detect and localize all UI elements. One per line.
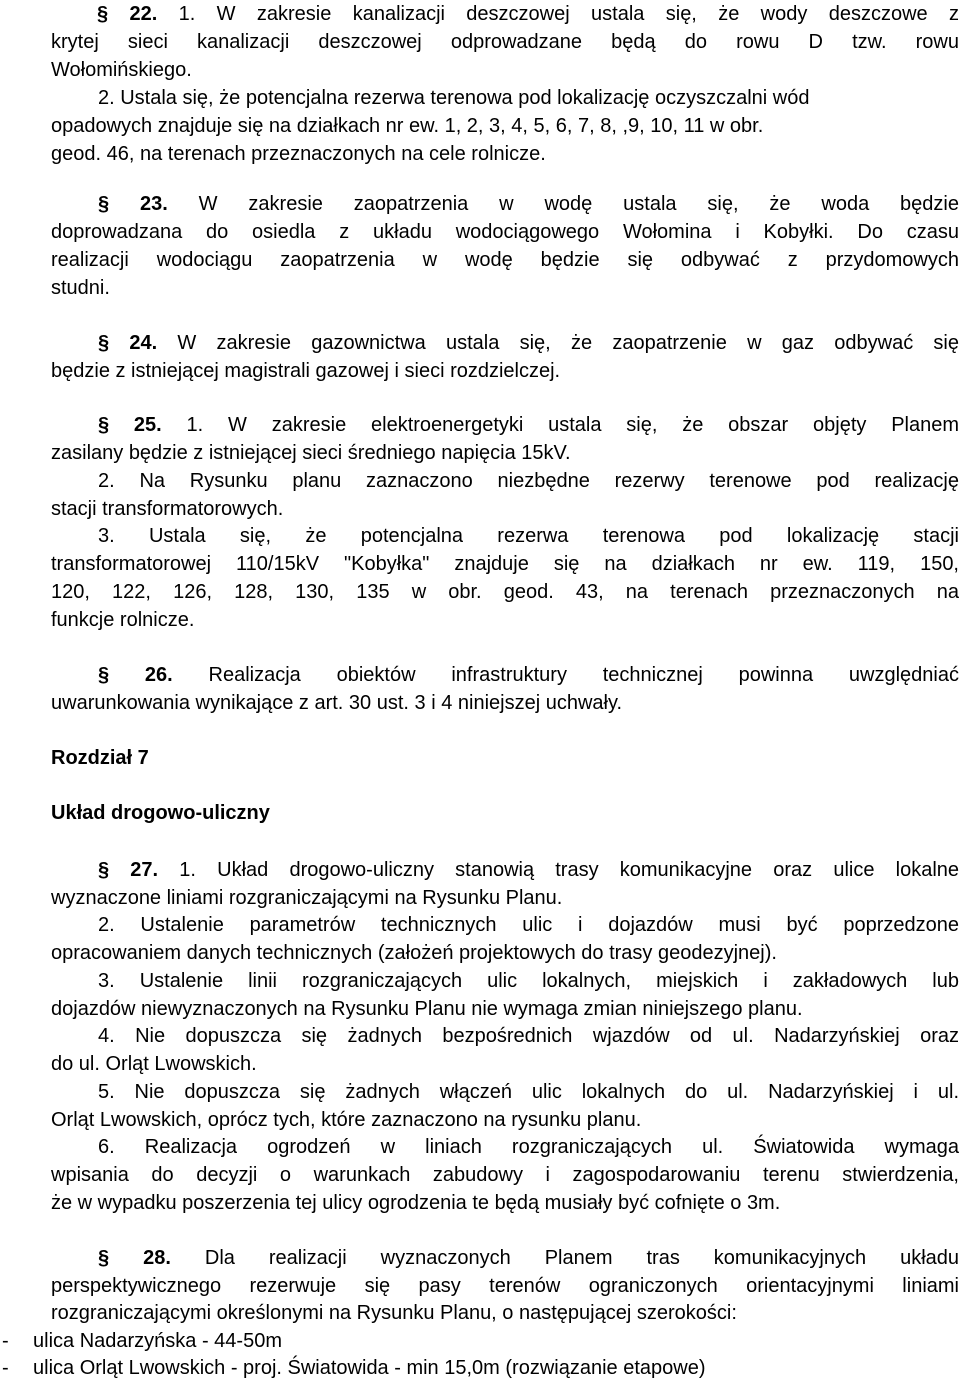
p22-section-number: § 22.: [97, 3, 158, 25]
p25-line-3: 2. Na Rysunku planu zaznaczono niezbędne rezerwy terenowe pod realizację: [98, 470, 959, 492]
p22-line-1-text: 1. W zakresie kanalizacji deszczowej ustala się, że wody deszczowe z: [157, 3, 959, 25]
p27-line-1: [98, 856, 959, 884]
p25-line-1-text: 1. W zakresie elektroenergetyki ustala się, że obszar objęty Planem: [161, 414, 960, 436]
p28-line-1-text: Dla realizacji wyznaczonych Planem tras komunikacyjnych układu: [170, 1247, 959, 1269]
p22-line-3: Wołomińskiego.: [51, 59, 192, 81]
p23-line-1: [98, 190, 959, 218]
list-item: ulica Orląt Lwowskich - proj. Światowida - min 15,0m (rozwiązanie etapowe): [33, 1357, 706, 1379]
p25-line-5: 3. Ustala się, że potencjalna rezerwa terenowa pod lokalizację stacji: [98, 525, 959, 547]
p27-line-5: 3. Ustalenie linii rozgraniczających ulic lokalnych, miejskich i zakładowych lub: [98, 970, 959, 992]
p25-line-8: funkcje rolnicze.: [51, 609, 195, 631]
p27-line-7: 4. Nie dopuszcza się żadnych bezpośrednich wjazdów od ul. Nadarzyńskiej oraz: [98, 1025, 959, 1047]
p27-line-4: opracowaniem danych technicznych (założeń projektowych do trasy geodezyjnej).: [51, 942, 777, 964]
p22-line-1: [51, 0, 959, 28]
p27-line-10: Orląt Lwowskich, oprócz tych, które zaznaczono na rysunku planu.: [51, 1109, 642, 1131]
p24-line-1: [98, 329, 959, 357]
p23-line-2: doprowadzana do osiedla z układu wodociągowego Wołomina i Kobyłki. Do czasu: [51, 221, 959, 243]
p23-line-3: realizacji wodociągu zaopatrzenia w wodę będzie się odbywać z przydomowych: [51, 249, 959, 271]
p27-line-6: dojazdów niewyznaczonych na Rysunku Planu nie wymaga zmian niniejszego planu.: [51, 998, 803, 1020]
p28-section-number: § 28.: [98, 1247, 171, 1269]
list-dash: -: [2, 1330, 9, 1352]
p27-line-12: wpisania do decyzji o warunkach zabudowy i zagospodarowaniu terenu stwierdzenia,: [51, 1164, 959, 1186]
p26-line-1-text: Realizacja obiektów infrastruktury technicznej powinna uwzględniać: [172, 664, 959, 686]
p25-line-2: zasilany będzie z istniejącej sieci średniego napięcia 15kV.: [51, 442, 571, 464]
p26-line-2: uwarunkowania wynikające z art. 30 ust. 3 i 4 niniejszej uchwały.: [51, 692, 623, 714]
p23-line-4: studni.: [51, 277, 110, 299]
chapter-title: Rozdział 7: [51, 747, 149, 769]
chapter-subtitle: Układ drogowo-uliczny: [51, 802, 270, 824]
p27-line-13: że w wypadku poszerzenia tej ulicy ogrodzenia te będą musiały być cofnięte o 3m.: [51, 1192, 781, 1214]
p27-line-2: wyznaczone liniami rozgraniczającymi na Rysunku Planu.: [51, 887, 563, 909]
p22-line-6: geod. 46, na terenach przeznaczonych na cele rolnicze.: [51, 143, 546, 165]
p23-line-1-text: W zakresie zaopatrzenia w wodę ustala się, że woda będzie: [167, 193, 959, 215]
p27-section-number: § 27.: [98, 859, 159, 881]
p28-line-3: rozgraniczającymi określonymi na Rysunku Planu, o następującej szerokości:: [51, 1302, 737, 1324]
p27-line-11: 6. Realizacja ogrodzeń w liniach rozgraniczających ul. Światowida wymaga: [98, 1136, 959, 1158]
p25-line-7: 120, 122, 126, 128, 130, 135 w obr. geod. 43, na terenach przeznaczonych na: [51, 581, 959, 603]
list-dash: -: [2, 1357, 9, 1379]
p26-section-number: § 26.: [98, 664, 173, 686]
p28-line-1: [98, 1244, 959, 1272]
p25-line-1: [98, 411, 959, 439]
p25-line-6: transformatorowej 110/15kV "Kobyłka" znajduje się na działkach nr ew. 119, 150,: [51, 553, 959, 575]
p22-line-5: opadowych znajduje się na działkach nr ew. 1, 2, 3, 4, 5, 6, 7, 8, ,9, 10, 11 w obr.: [51, 115, 764, 137]
p24-section-number: § 24.: [98, 332, 158, 354]
p23-section-number: § 23.: [98, 193, 168, 215]
p24-line-2: będzie z istniejącej magistrali gazowej i sieci rozdzielczej.: [51, 360, 561, 382]
p22-line-4: 2. Ustala się, że potencjalna rezerwa terenowa pod lokalizację oczyszczalni wód: [98, 87, 810, 109]
p27-line-1-text: 1. Układ drogowo-uliczny stanowią trasy komunikacyjne oraz ulice lokalne: [158, 859, 960, 881]
p24-line-1-text: W zakresie gazownictwa ustala się, że zaopatrzenie w gaz odbywać się: [157, 332, 959, 354]
p27-line-3: 2. Ustalenie parametrów technicznych ulic i dojazdów musi być poprzedzone: [98, 914, 959, 936]
p27-line-9: 5. Nie dopuszcza się żadnych włączeń ulic lokalnych do ul. Nadarzyńskiej i ul.: [98, 1081, 959, 1103]
p22-line-2: krytej sieci kanalizacji deszczowej odprowadzane będą do rowu D tzw. rowu: [51, 31, 959, 53]
p26-line-1: [98, 661, 959, 689]
p27-line-8: do ul. Orląt Lwowskich.: [51, 1053, 257, 1075]
p25-section-number: § 25.: [98, 414, 162, 436]
p25-line-4: stacji transformatorowych.: [51, 498, 284, 520]
p28-line-2: perspektywicznego rezerwuje się pasy terenów ograniczonych orientacyjnymi liniami: [51, 1275, 959, 1297]
list-item: ulica Nadarzyńska - 44-50m: [33, 1330, 282, 1352]
